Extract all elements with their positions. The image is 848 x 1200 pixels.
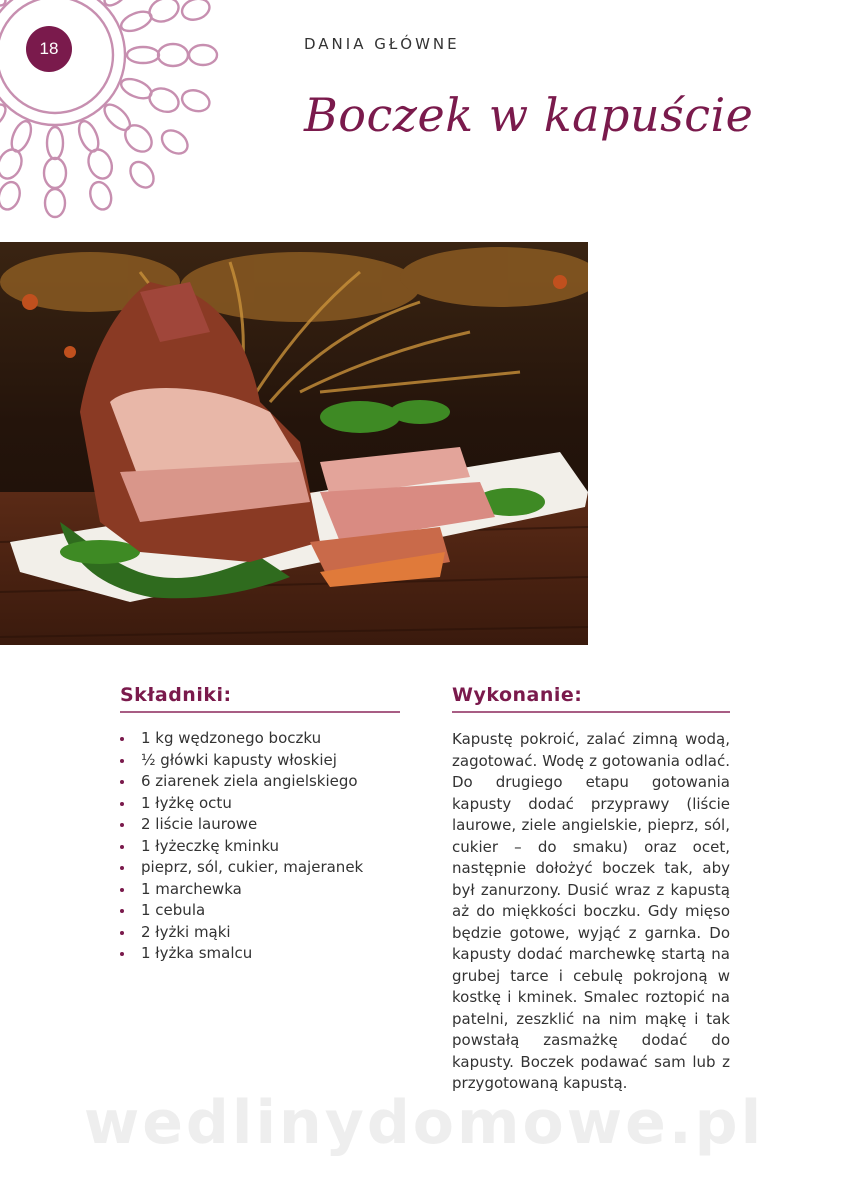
recipe-title: Boczek w kapuście: [304, 88, 754, 142]
method-heading: Wykonanie:: [452, 684, 583, 706]
ingredient-item: 1 marchewka: [120, 879, 400, 901]
ingredient-item: 1 łyżkę octu: [120, 793, 400, 815]
watermark: wedlinydomowe.pl: [83, 1088, 765, 1158]
ingredient-item: ½ główki kapusty włoskiej: [120, 750, 400, 772]
food-photo: [0, 242, 588, 645]
ingredient-item: pieprz, sól, cukier, majeranek: [120, 857, 400, 879]
page-number: 18: [26, 26, 72, 72]
ingredients-rule: [120, 711, 400, 713]
ingredient-item: 1 łyżeczkę kminku: [120, 836, 400, 858]
ingredient-item: 6 ziarenek ziela angielskiego: [120, 771, 400, 793]
ingredient-item: 2 liście laurowe: [120, 814, 400, 836]
ingredient-item: 1 łyżka smalcu: [120, 943, 400, 965]
method-text: Kapustę pokroić, zalać zimną wodą, zagotować. Wodę z gotowania odlać. Do drugiego etapu gotowania kapusty dodać przyprawy (liście laurowe, ziele angielskie, pieprz, sól, cukier – do smaku) oraz ocet, następnie dołożyć boczek tak, aby był zanurzony. Dusić wraz z kapustą aż do miękkości boczku. Gdy mięso będzie gotowe, wyjąć z garnka. Do kapusty dodać marchewkę startą na grubej tarce i cebulę pokrojoną w kostkę i kminek. Smalec roztopić na patelni, zeszklić na nim mąkę i tak powstałą zasmażkę dodać do kapusty. Boczek podawać sam lub z przygotowaną kapustą.: [452, 730, 730, 1092]
ingredients-list: [120, 728, 400, 965]
ingredient-item: 1 cebula: [120, 900, 400, 922]
ingredient-item: 2 łyżki mąki: [120, 922, 400, 944]
ingredient-item: 1 kg wędzonego boczku: [120, 728, 400, 750]
method-rule: [452, 711, 730, 713]
ingredients-heading: Składniki:: [120, 684, 232, 706]
section-label: DANIA GŁÓWNE: [304, 35, 460, 53]
